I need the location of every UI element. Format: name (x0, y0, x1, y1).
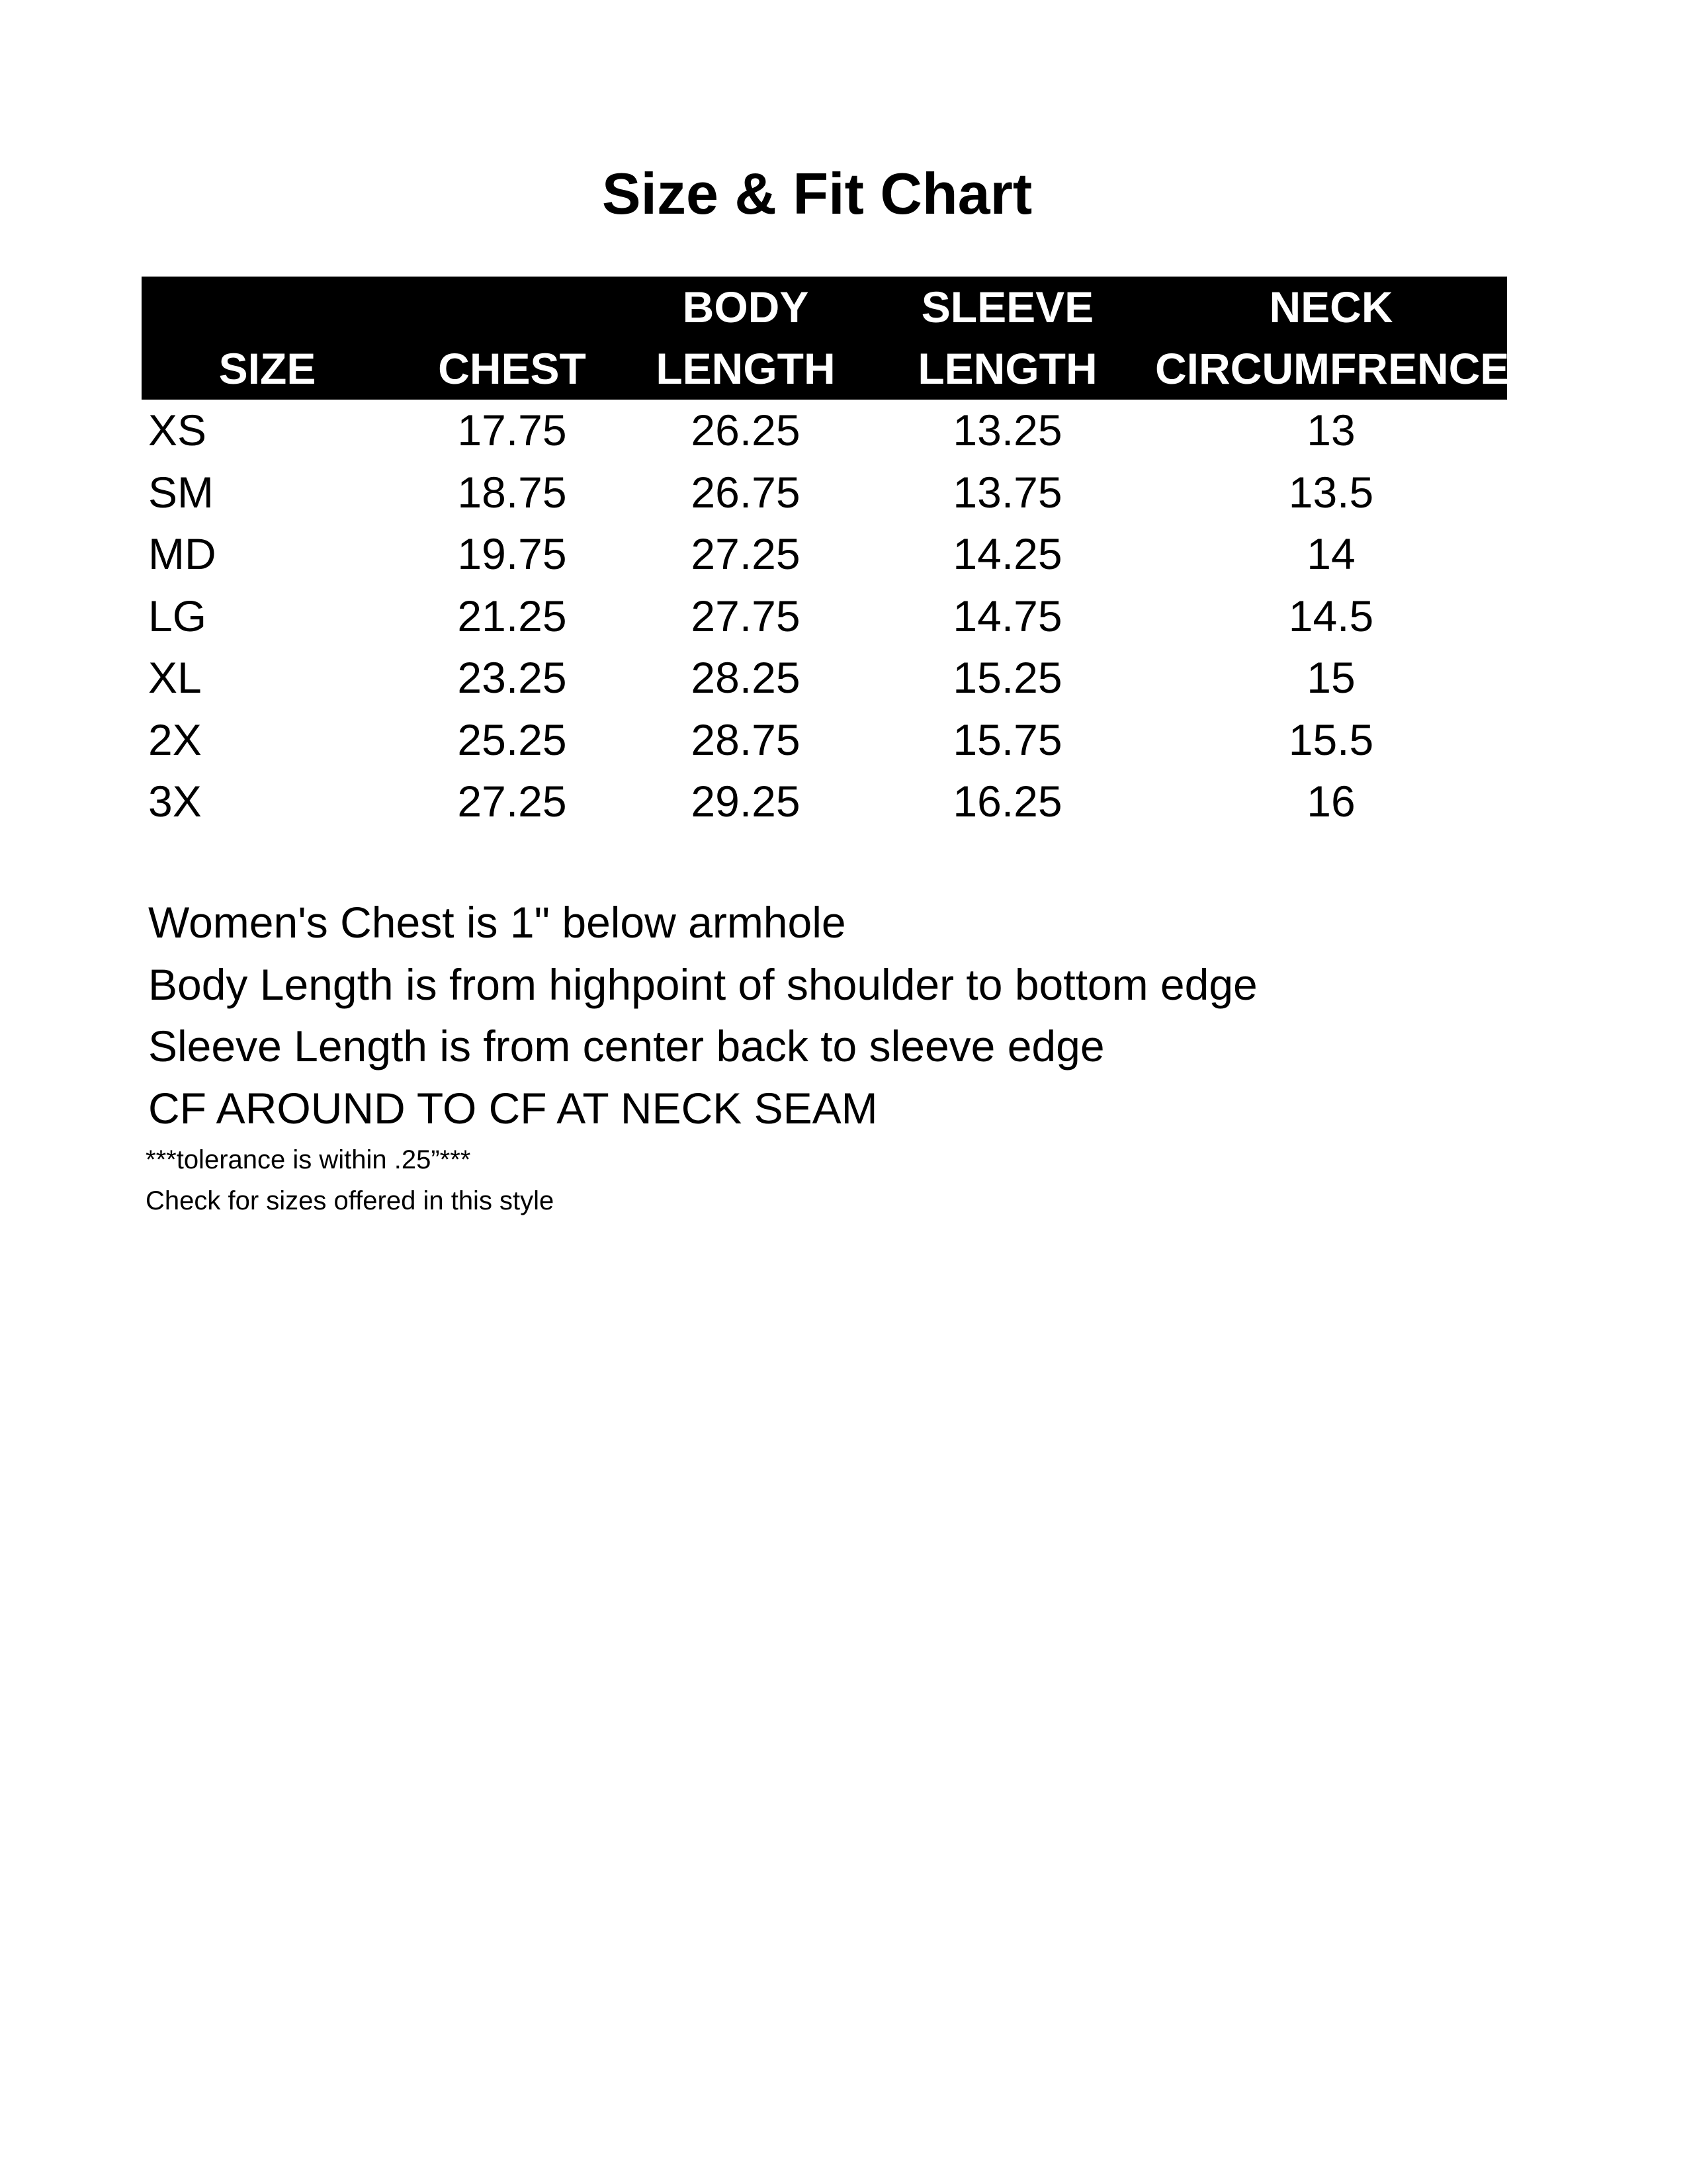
table-body (142, 400, 1507, 833)
header-sleeve-length (860, 277, 1155, 400)
neck-circumference-cell: 14 (1307, 529, 1356, 578)
header-chest (393, 277, 631, 400)
chest-cell: 23.25 (457, 653, 567, 702)
header-line: SIZE (218, 344, 316, 393)
header-line (393, 277, 631, 338)
sleeve-length-cell: 14.75 (953, 591, 1062, 640)
page-title: Size & Fit Chart (601, 161, 1033, 226)
neck-circumference-cell: 13.5 (1288, 467, 1374, 517)
neck-circumference-cell: 15 (1307, 653, 1356, 702)
size-cell: XL (148, 653, 202, 702)
body-length-cell: 28.25 (691, 653, 800, 702)
measurement-notes (148, 892, 1604, 1221)
sleeve-length-cell: 16.25 (953, 777, 1062, 826)
header-body-length (631, 277, 860, 400)
header-line (142, 277, 393, 338)
size-cell: MD (148, 529, 216, 578)
chest-cell: 21.25 (457, 591, 567, 640)
size-cell: 2X (148, 715, 202, 764)
table-header (142, 277, 1510, 400)
size-cell: 3X (148, 777, 202, 826)
body-length-cell: 27.75 (691, 591, 800, 640)
chest-cell: 18.75 (457, 467, 567, 517)
sleeve-length-cell: 15.25 (953, 653, 1062, 702)
table-row (142, 771, 1507, 833)
header-line: BODY (682, 283, 809, 331)
header-row (142, 277, 1507, 400)
chest-cell: 19.75 (457, 529, 567, 578)
header-line: LENGTH (656, 344, 836, 393)
table-row (142, 709, 1507, 771)
header-size (142, 277, 393, 400)
neck-circumference-cell: 14.5 (1288, 591, 1374, 640)
size-chart-table (142, 277, 1510, 833)
body-length-cell: 27.25 (691, 529, 800, 578)
size-cell: XS (148, 406, 207, 455)
sleeve-length-cell: 13.75 (953, 467, 1062, 517)
neck-circumference-cell: 13 (1307, 406, 1356, 455)
neck-circumference-cell: 15.5 (1288, 715, 1374, 764)
neck-circumference-cell: 16 (1307, 777, 1356, 826)
body-length-cell: 26.25 (691, 406, 800, 455)
header-line: CHEST (438, 344, 586, 393)
note-sizes-offered: Check for sizes offered in this style (146, 1186, 554, 1215)
sleeve-length-cell: 15.75 (953, 715, 1062, 764)
table-row (142, 400, 1507, 462)
sleeve-length-cell: 14.25 (953, 529, 1062, 578)
chest-cell: 17.75 (457, 406, 567, 455)
header-line: LENGTH (918, 344, 1098, 393)
note-sleeve-length: Sleeve Length is from center back to sleeve edge (148, 1022, 1105, 1070)
sleeve-length-cell: 13.25 (953, 406, 1062, 455)
note-tolerance: ***tolerance is within .25”*** (146, 1145, 471, 1174)
note-chest: Women's Chest is 1" below armhole (148, 898, 846, 947)
body-length-cell: 29.25 (691, 777, 800, 826)
header-line: SLEEVE (921, 283, 1094, 331)
size-cell: LG (148, 591, 207, 640)
chest-cell: 25.25 (457, 715, 567, 764)
table-row (142, 523, 1507, 586)
body-length-cell: 26.75 (691, 467, 800, 517)
header-line: CIRCUMFRENCE (1155, 344, 1510, 393)
header-line: NECK (1269, 283, 1393, 331)
size-cell: SM (148, 467, 214, 517)
table-row (142, 462, 1507, 524)
note-body-length: Body Length is from highpoint of shoulder to bottom edge (148, 959, 1258, 1009)
body-length-cell: 28.75 (691, 715, 800, 764)
header-neck-circumference (1155, 277, 1510, 400)
table-row (142, 586, 1507, 648)
table-row (142, 647, 1507, 709)
chest-cell: 27.25 (457, 777, 567, 826)
note-neck: CF AROUND TO CF AT NECK SEAM (148, 1083, 878, 1133)
